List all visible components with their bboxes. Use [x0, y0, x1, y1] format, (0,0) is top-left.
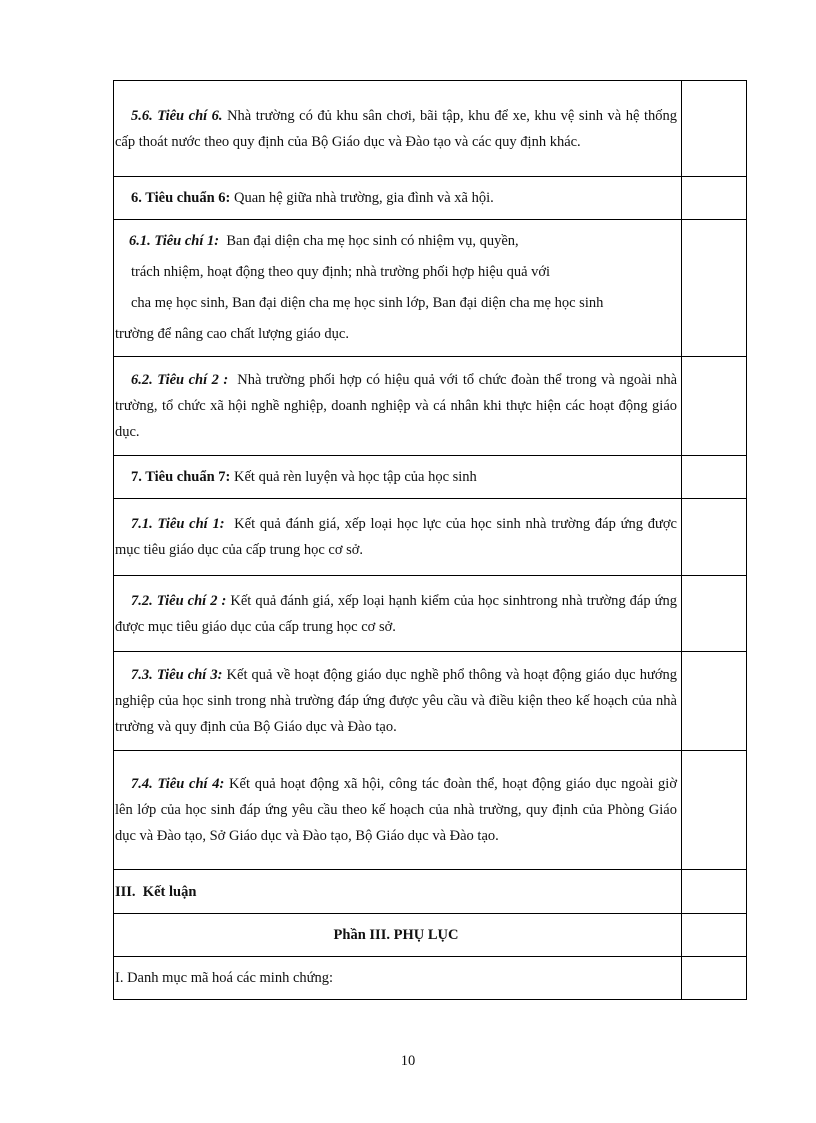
criterion-label: 6.1. Tiêu chí 1:	[129, 233, 220, 249]
row-text-cell	[114, 177, 682, 220]
criterion-text: Nhà trường phối hợp có hiệu quả với tổ chức đoàn thể trong và ngoài nhà trường, tổ chức xã hội nghề nghiệp, doanh nghiệp và cá nhân khi thực hiện các hoạt động giáo dục.	[115, 372, 681, 440]
standard-label: 7. Tiêu chuẩn 7:	[131, 469, 231, 485]
row-text-cell	[114, 220, 682, 357]
row-text-cell	[114, 957, 682, 1000]
table-row	[114, 499, 747, 576]
criterion-line: Ban đại diện cha mẹ học sinh có nhiệm vụ, quyền,	[219, 233, 519, 249]
page-number: 10	[400, 1053, 416, 1069]
criterion-line: trường để nâng cao chất lượng giáo dục.	[115, 326, 349, 342]
criterion-text: Nhà trường có đủ khu sân chơi, bãi tập, khu để xe, khu vệ sinh và hệ thống cấp thoát nước theo quy định của Bộ Giáo dục và Đào tạo và các quy định khác.	[115, 107, 677, 150]
row-empty-cell	[682, 576, 747, 652]
criterion-label: 7.4. Tiêu chí 4:	[131, 776, 225, 792]
row-empty-cell	[682, 957, 747, 1000]
criterion-label: 7.3. Tiêu chí 3:	[131, 667, 223, 683]
criterion-text: Kết quả về hoạt động giáo dục nghề phổ thông và hoạt động giáo dục hướng nghiệp của học sinh trong nhà trường đáp ứng được yêu cầu và điều kiện theo kế hoạch của nhà trường và quy định của Bộ Giáo dục và Đào tạo.	[115, 667, 677, 735]
row-text-cell	[114, 870, 682, 914]
row-text-cell	[114, 499, 682, 576]
table-row	[114, 870, 747, 914]
row-empty-cell	[682, 220, 747, 357]
row-empty-cell	[682, 499, 747, 576]
table-row	[114, 751, 747, 870]
criterion-label: 6.2. Tiêu chí 2 :	[131, 372, 229, 388]
row-empty-cell	[682, 751, 747, 870]
criterion-line: trách nhiệm, hoạt động theo quy định; nhà trường phối hợp hiệu quả với	[131, 264, 551, 280]
row-empty-cell	[682, 870, 747, 914]
criterion-text: Kết quả đánh giá, xếp loại học lực của học sinh nhà trường đáp ứng được mục tiêu giáo dục của cấp trung học cơ sở.	[115, 516, 681, 558]
criterion-text: Kết quả đánh giá, xếp loại hạnh kiểm của học sinhtrong nhà trường đáp ứng được mục tiêu giáo dục của cấp trung học cơ sở.	[115, 592, 677, 635]
criterion-line: cha mẹ học sinh, Ban đại diện cha mẹ học sinh lớp, Ban đại diện cha mẹ học sinh	[131, 295, 604, 311]
row-text-cell	[114, 576, 682, 652]
row-empty-cell	[682, 81, 747, 177]
row-empty-cell	[682, 357, 747, 456]
appendix-item: I. Danh mục mã hoá các minh chứng:	[115, 970, 334, 986]
table-row	[114, 177, 747, 220]
table-row	[114, 81, 747, 177]
table-row	[114, 357, 747, 456]
table-row	[114, 576, 747, 652]
row-text-cell	[114, 751, 682, 870]
row-text-cell	[114, 652, 682, 751]
standard-label: 6. Tiêu chuẩn 6:	[131, 190, 231, 206]
conclusion-heading: III. Kết luận	[115, 883, 197, 900]
standard-text: Quan hệ giữa nhà trường, gia đình và xã hội.	[230, 190, 494, 206]
criteria-table	[113, 80, 747, 1000]
criterion-label: 7.1. Tiêu chí 1:	[131, 516, 225, 532]
row-empty-cell	[682, 177, 747, 220]
standard-text: Kết quả rèn luyện và học tập của học sinh	[230, 469, 477, 485]
table-row	[114, 652, 747, 751]
row-empty-cell	[682, 456, 747, 499]
row-empty-cell	[682, 914, 747, 957]
row-empty-cell	[682, 652, 747, 751]
table-row	[114, 957, 747, 1000]
table-row	[114, 914, 747, 957]
criterion-label: 5.6. Tiêu chí 6.	[131, 107, 223, 124]
table-row	[114, 220, 747, 357]
table-row	[114, 456, 747, 499]
criterion-text: Kết quả hoạt động xã hội, công tác đoàn thể, hoạt động giáo dục ngoài giờ lên lớp của học sinh đáp ứng yêu cầu theo kế hoạch của nhà trường, quy định của Phòng Giáo dục và Đào tạo, Sở Giáo dục và Đào tạo, Bộ Giáo dục và Đào tạo.	[115, 776, 677, 844]
row-text-cell	[114, 357, 682, 456]
row-text-cell	[114, 456, 682, 499]
row-text-cell	[114, 81, 682, 177]
appendix-title: Phần III. PHỤ LỤC	[333, 927, 459, 943]
criterion-label: 7.2. Tiêu chí 2 :	[131, 592, 227, 609]
row-text-cell	[114, 914, 682, 957]
